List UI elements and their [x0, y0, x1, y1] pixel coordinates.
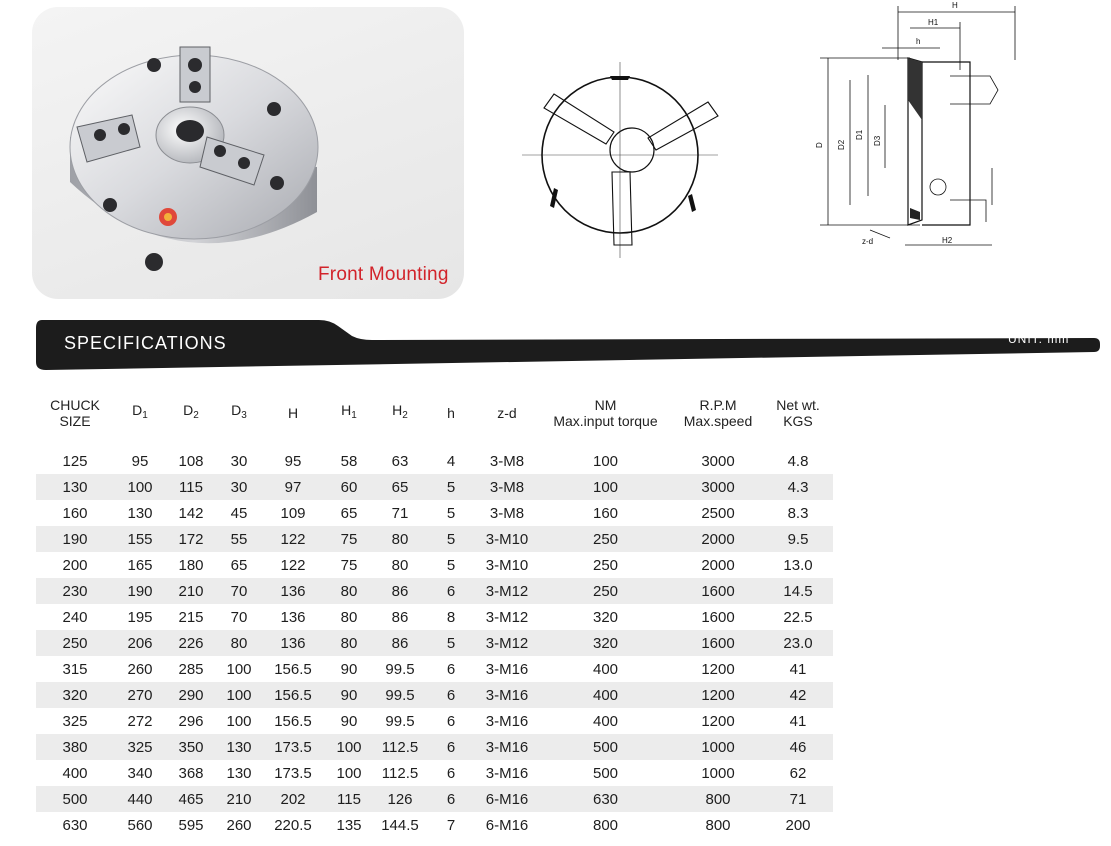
table-cell: 30: [216, 474, 262, 500]
table-cell: 80: [374, 526, 426, 552]
table-cell: 630: [538, 786, 673, 812]
table-cell: 5: [426, 474, 476, 500]
table-row: [36, 682, 833, 708]
table-cell: 160: [538, 500, 673, 526]
table-cell: 400: [538, 656, 673, 682]
table-cell: 8: [426, 604, 476, 630]
side-view-diagram: [810, 0, 1030, 265]
table-cell: 108: [166, 448, 216, 474]
table-cell: 3-M8: [476, 474, 538, 500]
label-h: h: [916, 37, 921, 46]
column-header-main: CHUCK: [50, 397, 100, 413]
column-header-main: H: [287, 405, 299, 421]
table-cell: 41: [763, 708, 833, 734]
table-cell: 8.3: [763, 500, 833, 526]
label-D3: D3: [873, 135, 882, 146]
table-cell: 156.5: [262, 656, 324, 682]
column-header: [216, 378, 262, 448]
table-cell: 250: [538, 552, 673, 578]
table-row: [36, 760, 833, 786]
table-cell: 75: [324, 526, 374, 552]
table-row: [36, 786, 833, 812]
table-cell: 65: [216, 552, 262, 578]
table-cell: 5: [426, 526, 476, 552]
table-cell: 100: [216, 656, 262, 682]
table-cell: 136: [262, 604, 324, 630]
table-cell: 226: [166, 630, 216, 656]
table-cell: 136: [262, 578, 324, 604]
product-photo-card: [32, 7, 464, 299]
table-cell: 75: [324, 552, 374, 578]
table-cell: 1000: [673, 760, 763, 786]
table-cell: 6: [426, 760, 476, 786]
table-cell: 115: [166, 474, 216, 500]
table-row: [36, 474, 833, 500]
table-cell: 14.5: [763, 578, 833, 604]
table-cell: 325: [36, 708, 114, 734]
column-header: [374, 378, 426, 448]
table-cell: 500: [538, 734, 673, 760]
table-cell: 173.5: [262, 760, 324, 786]
table-cell: 100: [538, 474, 673, 500]
column-header-sub: KGS: [783, 413, 813, 429]
table-cell: 500: [36, 786, 114, 812]
table-row: [36, 812, 833, 838]
column-header: [36, 378, 114, 448]
table-cell: 270: [114, 682, 166, 708]
label-D: D: [815, 142, 824, 148]
table-cell: 1600: [673, 630, 763, 656]
table-cell: 250: [538, 578, 673, 604]
table-cell: 115: [324, 786, 374, 812]
table-cell: 6: [426, 578, 476, 604]
table-row: [36, 708, 833, 734]
table-cell: 190: [114, 578, 166, 604]
table-cell: 126: [374, 786, 426, 812]
table-cell: 136: [262, 630, 324, 656]
table-cell: 100: [216, 708, 262, 734]
table-cell: 195: [114, 604, 166, 630]
table-cell: 4.8: [763, 448, 833, 474]
table-cell: 6: [426, 656, 476, 682]
table-cell: 80: [374, 552, 426, 578]
table-cell: 173.5: [262, 734, 324, 760]
table-cell: 95: [114, 448, 166, 474]
table-cell: 3-M16: [476, 760, 538, 786]
table-header-row: [36, 378, 833, 448]
front-view-diagram: [520, 60, 720, 260]
table-cell: 500: [538, 760, 673, 786]
table-cell: 130: [216, 734, 262, 760]
table-cell: 206: [114, 630, 166, 656]
table-cell: 9.5: [763, 526, 833, 552]
table-cell: 7: [426, 812, 476, 838]
table-cell: 1000: [673, 734, 763, 760]
table-cell: 2000: [673, 526, 763, 552]
table-cell: 200: [36, 552, 114, 578]
label-D2: D2: [837, 139, 846, 150]
table-cell: 296: [166, 708, 216, 734]
table-cell: 595: [166, 812, 216, 838]
table-cell: 6-M16: [476, 812, 538, 838]
table-row: [36, 656, 833, 682]
table-cell: 400: [538, 682, 673, 708]
table-cell: 100: [114, 474, 166, 500]
table-row: [36, 604, 833, 630]
table-cell: 22.5: [763, 604, 833, 630]
table-cell: 142: [166, 500, 216, 526]
table-cell: 220.5: [262, 812, 324, 838]
table-cell: 46: [763, 734, 833, 760]
table-row: [36, 552, 833, 578]
table-cell: 4.3: [763, 474, 833, 500]
column-header: [476, 378, 538, 448]
column-header-main: z-d: [497, 405, 517, 421]
table-cell: 630: [36, 812, 114, 838]
table-cell: 3000: [673, 474, 763, 500]
table-cell: 80: [216, 630, 262, 656]
table-cell: 109: [262, 500, 324, 526]
table-cell: 5: [426, 500, 476, 526]
table-cell: 250: [36, 630, 114, 656]
table-cell: 350: [166, 734, 216, 760]
table-cell: 6: [426, 708, 476, 734]
table-cell: 210: [166, 578, 216, 604]
table-body: [36, 448, 833, 838]
column-header-index: 2: [402, 410, 408, 421]
specifications-title: SPECIFICATIONS: [64, 333, 227, 353]
table-cell: 45: [216, 500, 262, 526]
table-cell: 1600: [673, 578, 763, 604]
photo-caption: Front Mounting: [318, 264, 449, 285]
table-cell: 230: [36, 578, 114, 604]
table-cell: 3-M12: [476, 604, 538, 630]
column-header-main: Net wt.: [776, 397, 820, 413]
table-cell: 260: [216, 812, 262, 838]
table-cell: 86: [374, 630, 426, 656]
column-header: [262, 378, 324, 448]
table-cell: 135: [324, 812, 374, 838]
table-cell: 200: [763, 812, 833, 838]
column-header-index: 3: [241, 410, 247, 421]
table-cell: 3-M8: [476, 500, 538, 526]
table-cell: 99.5: [374, 682, 426, 708]
column-header-main: h: [447, 405, 455, 421]
table-cell: 71: [374, 500, 426, 526]
table-cell: 80: [324, 578, 374, 604]
table-cell: 99.5: [374, 656, 426, 682]
table-cell: 380: [36, 734, 114, 760]
table-cell: 100: [324, 760, 374, 786]
label-zd: z-d: [862, 237, 874, 246]
table-row: [36, 734, 833, 760]
table-cell: 250: [538, 526, 673, 552]
table-cell: 99.5: [374, 708, 426, 734]
table-cell: 65: [324, 500, 374, 526]
table-cell: 6: [426, 734, 476, 760]
table-cell: 130: [36, 474, 114, 500]
table-cell: 100: [324, 734, 374, 760]
table-cell: 13.0: [763, 552, 833, 578]
column-header-main: NM: [594, 397, 617, 413]
table-cell: 1600: [673, 604, 763, 630]
table-cell: 5: [426, 630, 476, 656]
table-cell: 2500: [673, 500, 763, 526]
table-cell: 210: [216, 786, 262, 812]
table-cell: 97: [262, 474, 324, 500]
column-header: [763, 378, 833, 448]
table-cell: 4: [426, 448, 476, 474]
table-cell: 260: [114, 656, 166, 682]
table-cell: 58: [324, 448, 374, 474]
table-cell: 172: [166, 526, 216, 552]
specifications-table: [36, 378, 833, 838]
table-cell: 2000: [673, 552, 763, 578]
table-cell: 3-M16: [476, 734, 538, 760]
column-header-main: R.P.M: [699, 397, 737, 413]
table-cell: 156.5: [262, 682, 324, 708]
table-cell: 320: [36, 682, 114, 708]
table-cell: 3-M8: [476, 448, 538, 474]
table-cell: 320: [538, 604, 673, 630]
label-D1: D1: [855, 129, 864, 140]
table-cell: 71: [763, 786, 833, 812]
table-cell: 1200: [673, 682, 763, 708]
table-cell: 3-M10: [476, 526, 538, 552]
table-cell: 465: [166, 786, 216, 812]
table-cell: 6-M16: [476, 786, 538, 812]
label-H2: H2: [942, 236, 953, 245]
column-header: [166, 378, 216, 448]
table-cell: 190: [36, 526, 114, 552]
table-cell: 315: [36, 656, 114, 682]
chuck-photo: [32, 7, 464, 299]
table-cell: 23.0: [763, 630, 833, 656]
table-cell: 30: [216, 448, 262, 474]
table-row: [36, 578, 833, 604]
table-cell: 160: [36, 500, 114, 526]
table-cell: 100: [538, 448, 673, 474]
table-cell: 3000: [673, 448, 763, 474]
column-header: [673, 378, 763, 448]
table-cell: 122: [262, 552, 324, 578]
table-cell: 320: [538, 630, 673, 656]
table-cell: 400: [36, 760, 114, 786]
table-cell: 3-M16: [476, 682, 538, 708]
table-cell: 86: [374, 578, 426, 604]
table-cell: 90: [324, 682, 374, 708]
column-header-index: 1: [351, 410, 357, 421]
column-header: [426, 378, 476, 448]
table-cell: 6: [426, 682, 476, 708]
table-cell: 62: [763, 760, 833, 786]
column-header-index: 2: [193, 410, 199, 421]
table-cell: 130: [216, 760, 262, 786]
table-cell: 6: [426, 786, 476, 812]
table-cell: 80: [324, 604, 374, 630]
table-cell: 41: [763, 656, 833, 682]
table-cell: 3-M12: [476, 578, 538, 604]
table-cell: 112.5: [374, 760, 426, 786]
table-cell: 130: [114, 500, 166, 526]
column-header-main: H: [392, 402, 403, 418]
table-cell: 1200: [673, 656, 763, 682]
table-cell: 86: [374, 604, 426, 630]
column-header-sub: Max.speed: [683, 413, 753, 429]
column-header-sub: Max.input torque: [553, 413, 658, 429]
column-header: [114, 378, 166, 448]
table-cell: 368: [166, 760, 216, 786]
table-cell: 63: [374, 448, 426, 474]
table-cell: 240: [36, 604, 114, 630]
table-cell: 3-M10: [476, 552, 538, 578]
table-cell: 90: [324, 656, 374, 682]
table-cell: 156.5: [262, 708, 324, 734]
table-cell: 100: [216, 682, 262, 708]
specifications-table-area: [36, 378, 833, 838]
table-cell: 180: [166, 552, 216, 578]
table-cell: 400: [538, 708, 673, 734]
table-cell: 560: [114, 812, 166, 838]
table-cell: 95: [262, 448, 324, 474]
table-cell: 3-M12: [476, 630, 538, 656]
table-cell: 60: [324, 474, 374, 500]
table-row: [36, 448, 833, 474]
column-header-main: D: [183, 402, 194, 418]
table-cell: 440: [114, 786, 166, 812]
table-cell: 202: [262, 786, 324, 812]
table-cell: 800: [538, 812, 673, 838]
column-header-sub: SIZE: [59, 413, 91, 429]
table-cell: 800: [673, 786, 763, 812]
table-cell: 90: [324, 708, 374, 734]
table-cell: 125: [36, 448, 114, 474]
table-row: [36, 500, 833, 526]
table-cell: 112.5: [374, 734, 426, 760]
table-cell: 122: [262, 526, 324, 552]
table-cell: 340: [114, 760, 166, 786]
table-cell: 1200: [673, 708, 763, 734]
table-cell: 5: [426, 552, 476, 578]
unit-label: UNIT: mm: [1008, 332, 1070, 346]
table-cell: 3-M16: [476, 708, 538, 734]
column-header-main: D: [132, 402, 143, 418]
table-cell: 80: [324, 630, 374, 656]
table-row: [36, 630, 833, 656]
column-header-main: H: [341, 402, 352, 418]
column-header-main: D: [231, 402, 242, 418]
table-cell: 3-M16: [476, 656, 538, 682]
table-cell: 800: [673, 812, 763, 838]
table-cell: 272: [114, 708, 166, 734]
column-header-index: 1: [142, 410, 148, 421]
column-header: [538, 378, 673, 448]
column-header: [324, 378, 374, 448]
table-cell: 70: [216, 604, 262, 630]
table-cell: 55: [216, 526, 262, 552]
label-H1: H1: [928, 18, 939, 27]
table-cell: 290: [166, 682, 216, 708]
table-cell: 215: [166, 604, 216, 630]
label-H: H: [952, 1, 958, 10]
table-cell: 325: [114, 734, 166, 760]
table-cell: 165: [114, 552, 166, 578]
table-cell: 285: [166, 656, 216, 682]
table-cell: 144.5: [374, 812, 426, 838]
table-row: [36, 526, 833, 552]
table-cell: 70: [216, 578, 262, 604]
table-cell: 155: [114, 526, 166, 552]
table-cell: 42: [763, 682, 833, 708]
table-cell: 65: [374, 474, 426, 500]
